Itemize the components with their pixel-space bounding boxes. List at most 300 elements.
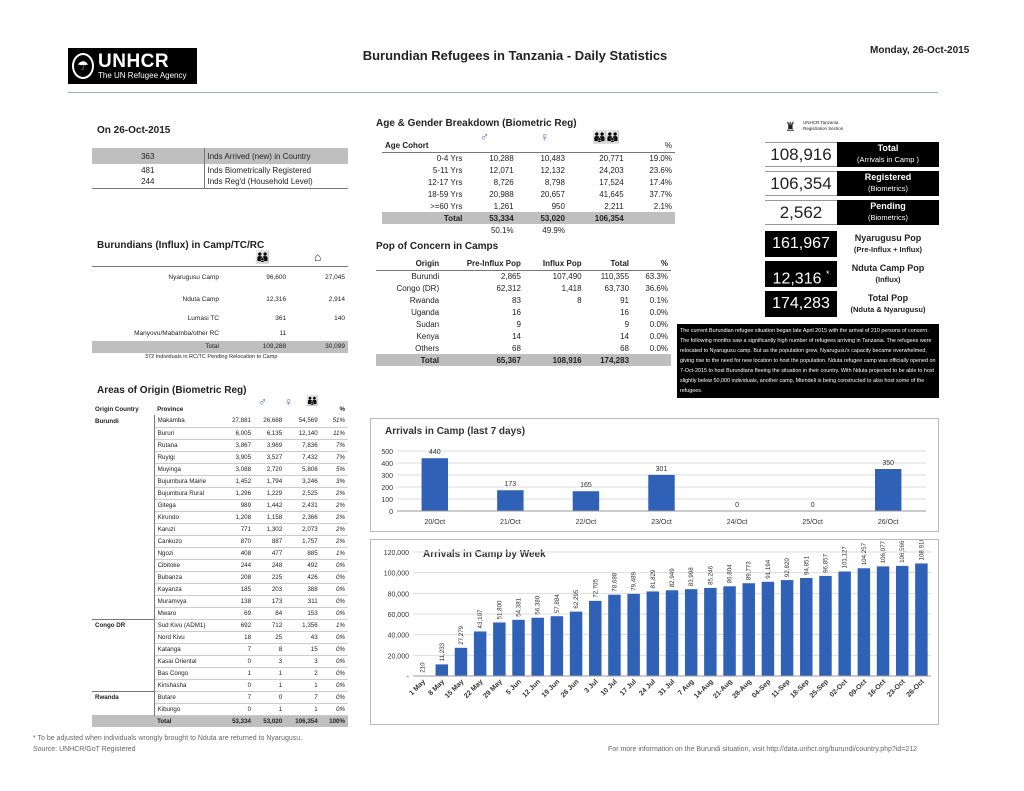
origin-row — [92, 415, 348, 427]
weekly-arrivals-chart — [371, 540, 938, 724]
origin-female: 1,794 — [254, 475, 285, 487]
x-tick-label: 23-Oct — [886, 678, 907, 699]
total-arrivals-box — [837, 142, 939, 167]
origin-male: 0 — [223, 703, 254, 715]
age-pct: 19.0% — [649, 153, 672, 163]
data-label: 91,194 — [764, 559, 772, 579]
origin-total-label: Total — [157, 717, 172, 725]
bar — [762, 582, 774, 676]
origin-female: 225 — [254, 571, 285, 583]
camps-heading: Burundians (Influx) in Camp/TC/RC — [97, 240, 265, 251]
y-tick-label: 20,000 — [387, 653, 409, 661]
poc-pre-influx: 2,865 — [500, 271, 521, 281]
origin-col-header: Origin Country — [95, 405, 139, 413]
data-label: 440 — [428, 449, 441, 457]
data-label: 51,800 — [496, 600, 504, 620]
poc-total-influx: 108,916 — [552, 355, 582, 365]
age-pct: 23.6% — [649, 165, 672, 175]
origin-male: 138 — [223, 595, 254, 607]
origin-female: 887 — [254, 535, 285, 547]
origin-province: Nord Kivu — [154, 631, 223, 643]
x-tick-label: 28-Aug — [731, 678, 754, 701]
origin-female: 3,969 — [254, 439, 285, 451]
y-tick-label: 100 — [381, 497, 393, 504]
origin-total: 2,431 — [285, 499, 320, 511]
poc-col-header: Origin — [415, 259, 440, 269]
age-col-header: % — [664, 141, 672, 151]
origin-province: Ruyigi — [154, 451, 223, 463]
origin-total: 1 — [285, 703, 320, 715]
origin-female: 1 — [254, 667, 285, 679]
origin-row — [92, 511, 348, 523]
x-tick-label: 09-Oct — [847, 678, 869, 699]
nduta-pop-value-box — [765, 261, 837, 287]
poc-pct: 0.1% — [649, 295, 668, 305]
origin-col-header: Province — [157, 405, 184, 413]
bar — [875, 469, 901, 511]
bar — [685, 589, 697, 676]
age-cohort: >=60 Yrs — [430, 201, 463, 211]
page-title: Burundian Refugees in Tanzania - Daily Statistics — [362, 48, 668, 63]
x-tick-label: 26-Oct — [905, 678, 926, 699]
bar — [497, 490, 523, 511]
origin-row — [92, 499, 348, 511]
data-label: 96,857 — [822, 553, 830, 573]
origin-country — [92, 583, 154, 595]
origin-province: Bubanza — [154, 571, 223, 583]
origin-pct: 1% — [321, 619, 348, 631]
x-tick-label: 7 Aug — [677, 678, 696, 697]
origin-province: Makamba — [154, 415, 223, 427]
origin-total: 7,432 — [285, 451, 320, 463]
camps-note: 372 Individuals in RC/TC Pending Relocation to Camp — [145, 354, 278, 360]
origin-pct: 0% — [321, 571, 348, 583]
origin-province: Rutana — [154, 439, 223, 451]
camp-name: Nyarugusu Camp — [168, 274, 219, 282]
data-label: 173 — [504, 481, 517, 489]
data-label: 0 — [810, 502, 815, 509]
origin-female: 1,229 — [254, 487, 285, 499]
origin-row — [92, 691, 348, 703]
origin-row — [92, 475, 348, 487]
age-total: 20,771 — [599, 153, 624, 163]
poc-total: 110,355 — [600, 271, 630, 281]
origin-female: 248 — [254, 559, 285, 571]
x-tick-label: 22/Oct — [575, 519, 597, 526]
registered-sub: (Biometrics) — [867, 184, 908, 193]
y-tick-label: 500 — [381, 449, 393, 456]
poc-origin: Kenya — [416, 331, 440, 341]
population-panel — [765, 231, 939, 317]
origin-total: 3 — [285, 655, 320, 667]
unhcr-logo — [68, 48, 197, 84]
data-label: 94,851 — [803, 556, 811, 575]
daily-value: 481 — [92, 164, 204, 176]
bar — [551, 616, 563, 676]
data-label: 11,233 — [438, 642, 446, 662]
camp-households: 27,045 — [325, 274, 345, 282]
x-tick-label: 8 May — [427, 678, 447, 698]
origin-province: Kirundo — [154, 511, 223, 523]
chart-title: Arrivals in Camp (last 7 days) — [385, 426, 526, 437]
poc-influx: 107,490 — [552, 271, 582, 281]
origin-male: 7 — [223, 643, 254, 655]
poc-pre-influx: 9 — [516, 319, 521, 329]
age-female: 10,483 — [540, 153, 565, 163]
origin-country — [92, 595, 154, 607]
daily-arrivals-chart-frame — [370, 418, 939, 532]
poc-total: 91 — [620, 295, 630, 305]
camp-total-households: 30,099 — [325, 343, 345, 350]
x-tick-label: 26 Jun — [559, 678, 581, 700]
age-pct: 17.4% — [649, 177, 672, 187]
origin-female: 477 — [254, 547, 285, 559]
camp-total-influx: 109,288 — [262, 343, 287, 350]
age-pct-male: 50.1% — [490, 225, 514, 235]
x-tick-label: 12 Jun — [521, 678, 543, 700]
origin-female: 1,442 — [254, 499, 285, 511]
origin-country — [92, 511, 154, 523]
origin-male: 0 — [223, 655, 254, 667]
origin-male: 1,208 — [223, 511, 254, 523]
x-tick-label: 29 May — [482, 678, 504, 700]
bar — [422, 458, 448, 511]
origin-country — [92, 535, 154, 547]
x-tick-label: 31 Jul — [657, 678, 677, 698]
origin-female: 1,302 — [254, 523, 285, 535]
origin-male: 1,296 — [223, 487, 254, 499]
family-icon: 👪👪 — [592, 130, 618, 144]
poc-influx — [524, 330, 585, 342]
daily-label: Inds Arrived (new) in Country — [207, 151, 311, 161]
data-label: 27,279 — [457, 625, 465, 645]
nduta-pop-label: Nduta Camp Pop — [851, 263, 925, 273]
poc-pct: 0.0% — [649, 319, 668, 329]
origin-country — [92, 487, 154, 499]
age-female: 20,657 — [540, 189, 565, 199]
origin-country — [92, 571, 154, 583]
x-tick-label: 10 Jul — [599, 678, 619, 698]
origin-total: 43 — [285, 631, 320, 643]
origin-pct: 51% — [321, 415, 348, 427]
age-total-label: Total — [443, 213, 463, 223]
y-tick-label: 100,000 — [383, 570, 409, 578]
pending-value: 2,562 — [765, 200, 837, 225]
origin-province: Kinshasha — [154, 679, 223, 691]
data-label: 54,381 — [515, 597, 523, 617]
origin-pct: 2% — [321, 523, 348, 535]
origin-row — [92, 523, 348, 535]
origin-total: 2,366 — [285, 511, 320, 523]
origin-total-pct: 100% — [329, 717, 345, 725]
poc-total-all: 174,283 — [600, 355, 630, 365]
summary-legend: UNHCR Tanzania Registration Section — [803, 120, 844, 131]
age-male: 20,988 — [489, 189, 514, 199]
origin-table — [92, 403, 348, 727]
poc-pre-influx: 62,312 — [496, 283, 521, 293]
origin-male: 692 — [223, 619, 254, 631]
age-total-male: 53,334 — [489, 213, 514, 223]
x-tick-label: 11-Sep — [770, 678, 792, 700]
origin-province: Bururi — [154, 427, 223, 439]
bar — [627, 594, 639, 676]
poc-total-label: Total — [420, 355, 440, 365]
origin-pct: 3% — [321, 475, 348, 487]
origin-male: 408 — [223, 547, 254, 559]
origin-total: 1,356 — [285, 619, 320, 631]
registered-label: Registered — [864, 172, 912, 182]
poc-influx — [524, 318, 585, 330]
daily-value: 244 — [92, 176, 204, 188]
poc-pct: 0.0% — [649, 331, 668, 341]
origin-male: 244 — [223, 559, 254, 571]
x-tick-label: 24/Oct — [726, 519, 748, 526]
origin-pct: 2% — [321, 535, 348, 547]
y-tick-label: 80,000 — [387, 591, 409, 599]
poc-pct: 63.3% — [645, 271, 668, 281]
origin-province: Cibitoke — [154, 559, 223, 571]
poc-origin: Others — [415, 343, 440, 353]
poc-origin: Burundi — [411, 271, 440, 281]
poc-pre-influx: 16 — [512, 307, 521, 317]
origin-male: 989 — [223, 499, 254, 511]
origin-province: Kasai Oriental — [154, 655, 223, 667]
origin-country — [92, 451, 154, 463]
data-label: 82,949 — [669, 568, 676, 588]
bar — [608, 595, 620, 676]
origin-province: Kibungo — [154, 703, 223, 715]
age-total: 41,645 — [599, 189, 624, 199]
daily-label: Inds Biometrically Registered — [207, 165, 312, 175]
origin-province: Karuzi — [154, 523, 223, 535]
y-tick-label: 120,000 — [383, 550, 409, 557]
origin-country — [92, 439, 154, 451]
origin-male: 6,005 — [223, 427, 254, 439]
origin-total-row — [92, 715, 348, 727]
origin-total: 54,569 — [285, 415, 320, 427]
total-pop-label: Total Pop — [867, 293, 909, 303]
bar — [531, 618, 543, 676]
origin-province: Ngozi — [154, 547, 223, 559]
origin-country — [92, 703, 154, 715]
data-label: 210 — [419, 662, 427, 673]
total-pop-value: 174,283 — [765, 291, 837, 317]
x-tick-label: 02-Oct — [828, 678, 850, 699]
origin-pct: 2% — [321, 511, 348, 523]
bar — [573, 491, 599, 511]
nduta-pop-value: 12,316 — [772, 270, 822, 288]
bar — [858, 568, 870, 676]
age-col-header: Age Cohort — [385, 141, 429, 151]
data-label: 92,820 — [784, 558, 792, 578]
age-cohort: 12-17 Yrs — [427, 177, 463, 187]
x-tick-label: 21-Aug — [712, 678, 734, 701]
y-tick-label: 0 — [389, 509, 393, 516]
origin-female: 6,135 — [254, 427, 285, 439]
origin-total-male: 53,334 — [232, 717, 252, 725]
origin-row — [92, 451, 348, 463]
origin-province: Katanga — [154, 643, 223, 655]
age-total-all: 106,354 — [594, 213, 624, 223]
x-tick-label: 25/Oct — [802, 519, 823, 526]
origin-total: 2,525 — [285, 487, 320, 499]
data-label: 350 — [882, 460, 895, 467]
situation-narrative: The current Burundian refugee situation began late April 2015 with the arrival of 210 persons of concern. The following months saw a significantly high number of refugees arriving in Tanzania. The refugees were relocated to Nyarugusu camp. But as the population grew, Nyarugusu's capacity became overwhelmed, giving rise to the need for new location to host the population. Nduta refugee camp was officially opened on 7-Oct-2015 to host Burundians fleeing the situation in their country. With Nduta projected to be able to host slightly below 50,000 individuals, another camp, Mtendeli is being constructed to also host some of the refugees. — [677, 324, 939, 398]
x-tick-label: 17 Jul — [619, 678, 639, 698]
y-tick-label: 40,000 — [387, 632, 409, 640]
daily-heading: On 26-Oct-2015 — [97, 125, 171, 136]
origin-male: 208 — [223, 571, 254, 583]
origin-row — [92, 463, 348, 475]
y-tick-label: 300 — [381, 473, 393, 480]
age-total: 2,211 — [604, 201, 624, 211]
origin-pct: 0% — [321, 691, 348, 703]
origin-row — [92, 679, 348, 691]
origin-country — [92, 427, 154, 439]
origin-pct: 11% — [321, 427, 348, 439]
bar — [723, 586, 735, 676]
bar — [896, 566, 908, 676]
origin-row — [92, 427, 348, 439]
origin-male: 3,088 — [223, 463, 254, 475]
x-tick-label: 25-Sep — [808, 678, 830, 700]
origin-row — [92, 619, 348, 631]
origin-male: 3,867 — [223, 439, 254, 451]
origin-col-header: % — [339, 405, 345, 413]
bar — [493, 622, 505, 676]
footnote: * To be adjusted when individuals wrongly brought to Nduta are returned to Nyarugusu. — [33, 735, 303, 742]
origin-province: Muramvya — [154, 595, 223, 607]
daily-value: 363 — [92, 148, 204, 164]
origin-female: 0 — [254, 691, 285, 703]
origin-pct: 5% — [321, 463, 348, 475]
x-tick-label: 16-Oct — [867, 678, 888, 699]
age-cohort: 5-11 Yrs — [432, 165, 463, 175]
x-tick-label: 18-Sep — [789, 678, 811, 700]
camp-name: Nduta Camp — [182, 296, 219, 303]
origin-province: Muyinga — [154, 463, 223, 475]
origin-pct: 7% — [321, 451, 348, 463]
daily-arrivals-chart — [371, 419, 938, 531]
origin-male: 7 — [223, 691, 254, 703]
origin-province: Cankuzo — [154, 535, 223, 547]
male-icon: ♂ — [480, 130, 489, 144]
x-tick-label: 19 Jun — [540, 678, 562, 700]
origin-pct: 0% — [321, 595, 348, 607]
origin-total: 388 — [285, 583, 320, 595]
x-tick-label: 14-Aug — [693, 678, 715, 701]
pending-box — [837, 200, 939, 225]
poc-origin: Sudan — [415, 319, 440, 329]
y-tick-label: 60,000 — [387, 612, 409, 619]
poc-origin: Uganda — [411, 307, 440, 317]
origin-pct: 0% — [321, 559, 348, 571]
data-label: 0 — [735, 502, 740, 509]
data-label: 106,077 — [880, 541, 888, 564]
origin-pct: 0% — [321, 583, 348, 595]
shelter-icon: ⌂ — [314, 250, 322, 264]
poc-total: 16 — [620, 307, 630, 317]
pending-label: Pending — [870, 201, 906, 211]
origin-row — [92, 607, 348, 619]
age-total-female: 53,020 — [540, 213, 565, 223]
poc-pre-influx: 83 — [512, 295, 521, 305]
age-cohort: 18-59 Yrs — [427, 189, 463, 199]
origin-country — [92, 547, 154, 559]
more-info-link[interactable]: For more information on the Burundi situation, visit http://data.unhcr.org/burundi/country.php?id=212 — [608, 746, 918, 753]
age-male: 12,071 — [489, 165, 514, 175]
x-tick-label: 04-Sep — [751, 678, 773, 700]
nyarugusu-pop-value: 161,967 — [765, 231, 837, 257]
bar — [781, 580, 793, 676]
camp-name: Lumasi TC — [187, 315, 219, 322]
origin-province: Gitega — [154, 499, 223, 511]
summary-panel — [765, 142, 939, 231]
data-label: 78,688 — [611, 572, 619, 592]
x-tick-label: 26/Oct — [877, 519, 899, 526]
age-female: 950 — [551, 201, 565, 211]
poc-col-header: % — [660, 259, 668, 269]
female-icon: ♀ — [540, 130, 549, 144]
origin-total: 3,246 — [285, 475, 320, 487]
origin-table-wrap — [92, 403, 348, 727]
data-label: 86,804 — [726, 564, 734, 584]
origin-country — [92, 679, 154, 691]
origin-pct: 0% — [321, 703, 348, 715]
origin-female: 2,720 — [254, 463, 285, 475]
camp-total-label: Total — [205, 343, 219, 350]
x-tick-label: 20/Oct — [424, 519, 446, 526]
poc-pre-influx: 14 — [512, 331, 521, 341]
origin-row — [92, 571, 348, 583]
x-tick-label: 1 May — [408, 678, 428, 698]
origin-country — [92, 667, 154, 679]
data-label: 104,257 — [860, 542, 868, 566]
origin-row — [92, 643, 348, 655]
data-label: 85,246 — [707, 565, 715, 585]
origin-country — [92, 523, 154, 535]
daily-label: Inds Reg'd (Household Level) — [207, 177, 313, 187]
poc-pct: 0.0% — [649, 343, 668, 353]
origin-province: Bas Congo — [154, 667, 223, 679]
origin-pct: 7% — [321, 439, 348, 451]
origin-country — [92, 499, 154, 511]
report-date: Monday, 26-Oct-2015 — [870, 45, 970, 56]
nyarugusu-pop-label: Nyarugusu Pop — [854, 233, 922, 243]
origin-male: 870 — [223, 535, 254, 547]
origin-province: Kayanza — [154, 583, 223, 595]
bar — [455, 648, 467, 676]
origin-total: 153 — [285, 607, 320, 619]
chart-title: Arrivals in Camp by Week — [423, 549, 546, 560]
bar — [743, 583, 755, 676]
poc-origin: Rwanda — [409, 295, 440, 305]
poc-total: 9 — [624, 319, 630, 329]
origin-pct: 0% — [321, 655, 348, 667]
total-arrivals-value: 108,916 — [765, 142, 837, 167]
origin-total-all: 106,354 — [295, 717, 318, 725]
origin-row — [92, 487, 348, 499]
male-icon: ♂ — [258, 395, 267, 409]
origin-total: 12,140 — [285, 427, 320, 439]
logo-title: UNHCR — [98, 50, 170, 72]
x-tick-label: 3 Jul — [583, 678, 600, 695]
origin-female: 712 — [254, 619, 285, 631]
poc-pre-influx: 68 — [512, 343, 521, 353]
origin-total: 2 — [285, 667, 320, 679]
family-icon: 👪 — [306, 396, 319, 407]
data-label: 79,489 — [630, 571, 638, 591]
